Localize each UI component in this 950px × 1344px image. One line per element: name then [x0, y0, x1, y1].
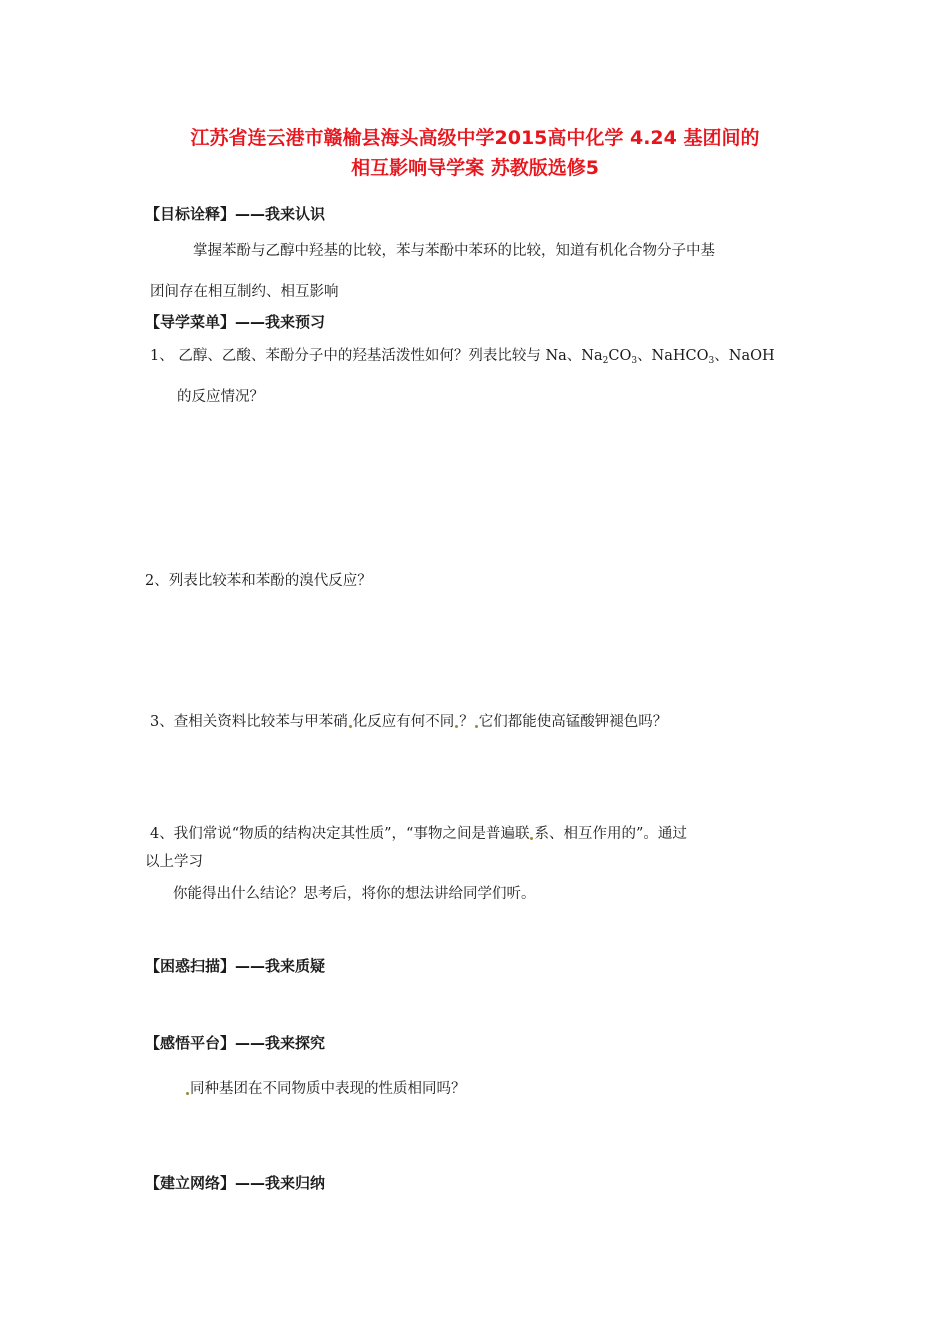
- goal-text-line-2: 团间存在相互制约、相互影响: [150, 284, 339, 300]
- goal-text-line-1: 掌握苯酚与乙醇中羟基的比较，苯与苯酚中苯环的比较，知道有机化合物分子中基: [193, 243, 715, 259]
- section-goal-heading: 【目标诠释】——我来认识: [145, 205, 326, 223]
- question-3: 3、查相关资料比较苯与甲苯硝 化反应有何不同 ？ 它们都能使高锰酸钾褪色吗？: [150, 714, 668, 730]
- stray-dot-mark: [349, 725, 352, 728]
- stray-dot-mark: [186, 1092, 189, 1095]
- stray-dot-mark: [475, 725, 478, 728]
- stray-dot-mark: [455, 725, 458, 728]
- question-1-line-2: 的反应情况？: [177, 389, 264, 405]
- section-preview-heading: 【导学菜单】——我来预习: [145, 313, 326, 331]
- question-1-line-1: 1、 乙醇、乙酸、苯酚分子中的羟基活泼性如何？列表比较与 Na、$Na_2CO_3$、NaHCO$_3$、NaOH: [150, 348, 775, 366]
- question-2: 2、列表比较苯和苯酚的溴代反应？: [145, 573, 372, 589]
- question-4-line-2: 以上学习: [145, 854, 203, 870]
- section-explore-heading: 【感悟平台】——我来探究: [145, 1034, 326, 1052]
- document-title-line-1: 江苏省连云港市赣榆县海头高级中学2015高中化学 4.24 基团间的: [190, 127, 760, 149]
- question-4-line-3: 你能得出什么结论？思考后，将你的想法讲给同学们听。: [173, 886, 536, 902]
- document-title-line-2: 相互影响导学案 苏教版选修5: [351, 157, 599, 179]
- section-doubt-heading: 【困惑扫描】——我来质疑: [145, 957, 326, 975]
- question-4-line-1: 4、我们常说“物质的结构决定其性质”，“事物之间是普遍联 系、相互作用的”。通过: [150, 826, 687, 842]
- section-network-heading: 【建立网络】——我来归纳: [145, 1174, 326, 1192]
- explore-question: 同种基团在不同物质中表现的性质相同吗？: [185, 1077, 466, 1098]
